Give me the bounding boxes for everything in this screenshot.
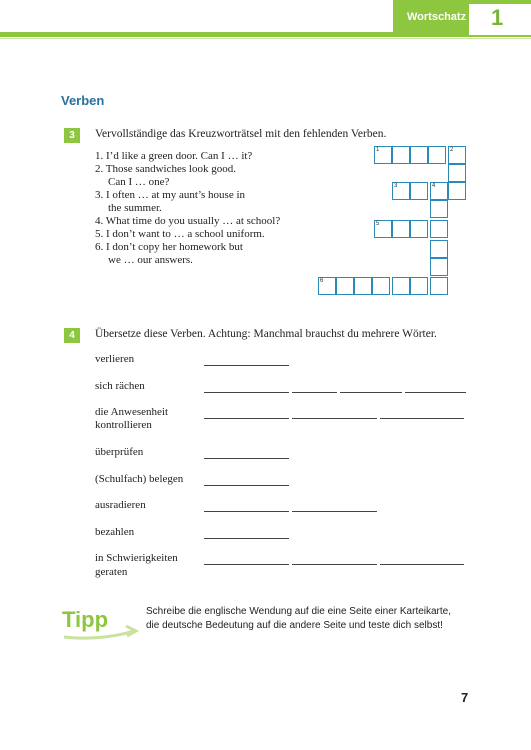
answer-line[interactable] [204,458,289,459]
crossword-cell[interactable] [374,146,392,164]
crossword-cell[interactable] [392,146,410,164]
crossword-cell[interactable] [392,220,410,238]
crossword-cell[interactable] [410,182,428,200]
crossword-cell[interactable] [354,277,372,295]
cell-number: 3 [394,183,398,189]
answer-line[interactable] [204,365,289,366]
crossword-cell[interactable] [410,220,428,238]
crossword-cell[interactable] [372,277,390,295]
answer-line[interactable] [204,564,289,565]
cell-number: 5 [376,221,380,227]
chapter-number-box [469,4,531,35]
answer-line[interactable] [380,564,464,565]
tip-logo-text: Tipp [62,607,109,632]
answer-line[interactable] [380,418,464,419]
exercise-4-instruction: Übersetze diese Verben. Achtung: Manchmal brauchst du mehrere Wörter. [95,328,437,340]
clue-line: we … our answers. [108,254,193,266]
crossword-cell[interactable] [410,146,428,164]
answer-line[interactable] [204,392,289,393]
answer-line[interactable] [292,564,377,565]
crossword-cell[interactable] [392,182,410,200]
crossword-cell[interactable] [392,277,410,295]
answer-line[interactable] [204,538,289,539]
section-label: Wortschatz [407,11,467,23]
clue-line: 3. I often … at my aunt’s house in [95,189,246,201]
clue-line: the summer. [108,202,162,214]
exercise-4-badge: 4 [64,328,80,343]
answer-line[interactable] [204,418,289,419]
tip-text-line: die deutsche Bedeutung auf die andere Seite und teste dich selbst! [146,620,443,631]
german-word: in Schwierigkeiten [95,552,178,564]
crossword-cell[interactable] [428,146,446,164]
german-word: bezahlen [95,526,135,538]
section-title: Verben [61,93,105,108]
answer-line[interactable] [204,485,289,486]
tip-logo [60,605,140,645]
german-word: sich rächen [95,380,145,392]
clue-line: 2. Those sandwiches look good. [95,163,236,175]
crossword-cell[interactable] [448,164,466,182]
cell-number: 2 [450,147,454,153]
crossword-cell[interactable] [336,277,354,295]
german-word-cont: geraten [95,566,128,578]
german-word: verlieren [95,353,135,365]
german-word: überprüfen [95,446,144,458]
exercise-3-badge: 3 [64,128,80,143]
header-rule-thin [0,38,531,39]
page-number: 7 [461,690,469,705]
cell-number: 6 [320,278,324,284]
answer-line[interactable] [292,392,337,393]
clue-line: 6. I don’t copy her homework but [95,241,243,253]
crossword-cell[interactable] [430,277,448,295]
crossword-cell[interactable] [430,200,448,218]
tip-text-line: Schreibe die englische Wendung auf die eine Seite einer Karteikarte, [146,606,452,617]
german-word: die Anwesenheit [95,406,169,418]
answer-line[interactable] [292,418,377,419]
answer-line[interactable] [292,511,377,512]
answer-line[interactable] [204,511,289,512]
crossword-cell[interactable] [430,258,448,276]
crossword-cell[interactable] [448,146,466,164]
clue-line: 1. I’d like a green door. Can I … it? [95,150,253,162]
clue-line: 4. What time do you usually … at school? [95,215,281,227]
german-word-cont: kontrollieren [95,419,152,431]
cell-number: 1 [376,147,380,153]
clue-line: Can I … one? [108,176,170,188]
crossword-cell[interactable] [410,277,428,295]
crossword-cell[interactable] [374,220,392,238]
cell-number: 4 [432,183,436,189]
crossword-cell[interactable] [430,220,448,238]
german-word: (Schulfach) belegen [95,473,184,485]
crossword-cell[interactable] [430,240,448,258]
crossword-cell[interactable] [448,182,466,200]
answer-line[interactable] [405,392,466,393]
exercise-3-instruction: Vervollständige das Kreuzworträtsel mit den fehlenden Verben. [95,128,387,140]
crossword-cell[interactable] [318,277,336,295]
crossword-cell[interactable] [430,182,448,200]
clue-line: 5. I don’t want to … a school uniform. [95,228,265,240]
answer-line[interactable] [340,392,402,393]
german-word: ausradieren [95,499,146,511]
chapter-number: 1 [491,5,504,30]
